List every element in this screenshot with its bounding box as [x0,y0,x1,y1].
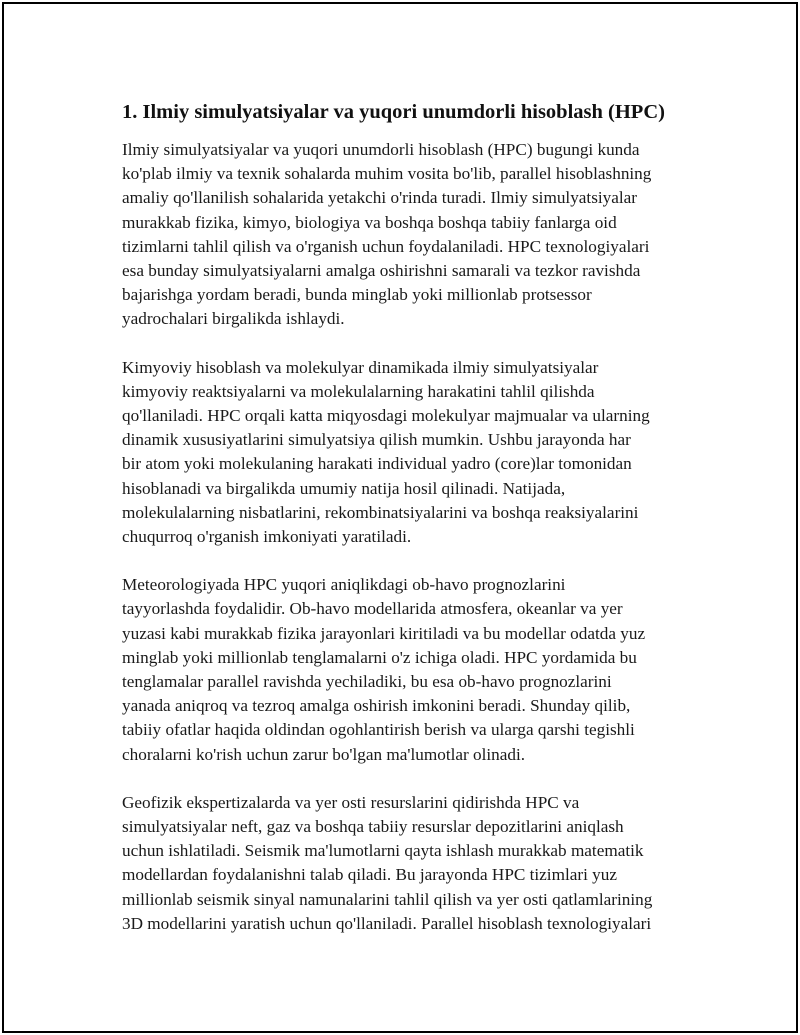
document-body [122,100,694,960]
text-line: yadrochalari birgalikda ishlaydi. [122,309,345,329]
text-line: choralarni ko'rish uchun zarur bo'lgan ma'lumotlar olinadi. [122,744,526,764]
text-line: 3D modellarini yaratish uchun qo'llaniladi. Parallel hisoblash texnologiyalari [122,913,652,933]
paragraph [122,573,694,767]
text-line: uchun ishlatiladi. Seismik ma'lumotlarni qayta ishlash murakkab matematik [122,841,644,861]
text-line: molekulalarning nisbatlarini, rekombinatsiyalarini va boshqa reaksiyalarini [122,502,639,522]
text-line: modellardan foydalanishni talab qiladi. Bu jarayonda HPC tizimlari yuz [122,865,617,885]
text-line: kimyoviy reaktsiyalarni va molekulalarning harakatini tahlil qilishda [122,381,595,401]
text-line: amaliy qo'llanilish sohalarida yetakchi o'rinda turadi. Ilmiy simulyatsiyalar [122,188,638,208]
text-line: dinamik xususiyatlarini simulyatsiya qilish mumkin. Ushbu jarayonda har [122,430,631,450]
text-line: Geofizik ekspertizalarda va yer osti resurslarini qidirishda HPC va [122,792,580,812]
text-line: millionlab seismik sinyal namunalarini tahlil qilish va yer osti qatlamlarining [122,889,653,909]
text-line: Kimyoviy hisoblash va molekulyar dinamikada ilmiy simulyatsiyalar [122,357,599,377]
text-line: yuzasi kabi murakkab fizika jarayonlari kiritiladi va bu modellar odatda yuz [122,623,646,643]
paragraph [122,356,694,550]
text-line: hisoblanadi va birgalikda umumiy natija hosil qilinadi. Natijada, [122,478,566,498]
text-line: tenglamalar parallel ravishda yechiladiki, bu esa ob-havo prognozlarini [122,672,612,692]
text-line: tayyorlashda foydalidir. Ob-havo modellarida atmosfera, okeanlar va yer [122,599,623,619]
paragraph [122,138,694,332]
text-line: tizimlarni tahlil qilish va o'rganish uchun foydalaniladi. HPC texnologiyalari [122,236,650,256]
text-line: yanada aniqroq va tezroq amalga oshirish imkonini beradi. Shunday qilib, [122,696,631,716]
text-line: bir atom yoki molekulaning harakati individual yadro (core)lar tomonidan [122,454,632,474]
document-page [2,2,798,1033]
section-heading: 1. Ilmiy simulyatsiyalar va yuqori unumdorli hisoblash (HPC) [122,101,665,123]
text-line: chuqurroq o'rganish imkoniyati yaratiladi. [122,527,412,547]
text-line: tabiiy ofatlar haqida oldindan ogohlantirish berish va ularga qarshi tegishli [122,720,635,740]
paragraph [122,791,694,936]
text-line: Ilmiy simulyatsiyalar va yuqori unumdorli hisoblash (HPC) bugungi kunda [122,140,640,159]
text-line: ko'plab ilmiy va texnik sohalarda muhim vosita bo'lib, parallel hisoblashning [122,164,652,184]
text-line: qo'llaniladi. HPC orqali katta miqyosdagi molekulyar majmualar va ularning [122,406,650,426]
text-line: esa bunday simulyatsiyalarni amalga oshirishni samarali va tezkor ravishda [122,261,641,281]
text-line: Meteorologiyada HPC yuqori aniqlikdagi ob-havo prognozlarini [122,575,566,595]
text-line: murakkab fizika, kimyo, biologiya va boshqa boshqa tabiiy fanlarga oid [122,212,617,232]
text-line: simulyatsiyalar neft, gaz va boshqa tabiiy resurslar depozitlarini aniqlash [122,817,624,837]
text-line: minglab yoki millionlab tenglamalarni o'z ichiga oladi. HPC yordamida bu [122,647,637,667]
text-line: bajarishga yordam beradi, bunda minglab yoki millionlab protsessor [122,285,592,305]
